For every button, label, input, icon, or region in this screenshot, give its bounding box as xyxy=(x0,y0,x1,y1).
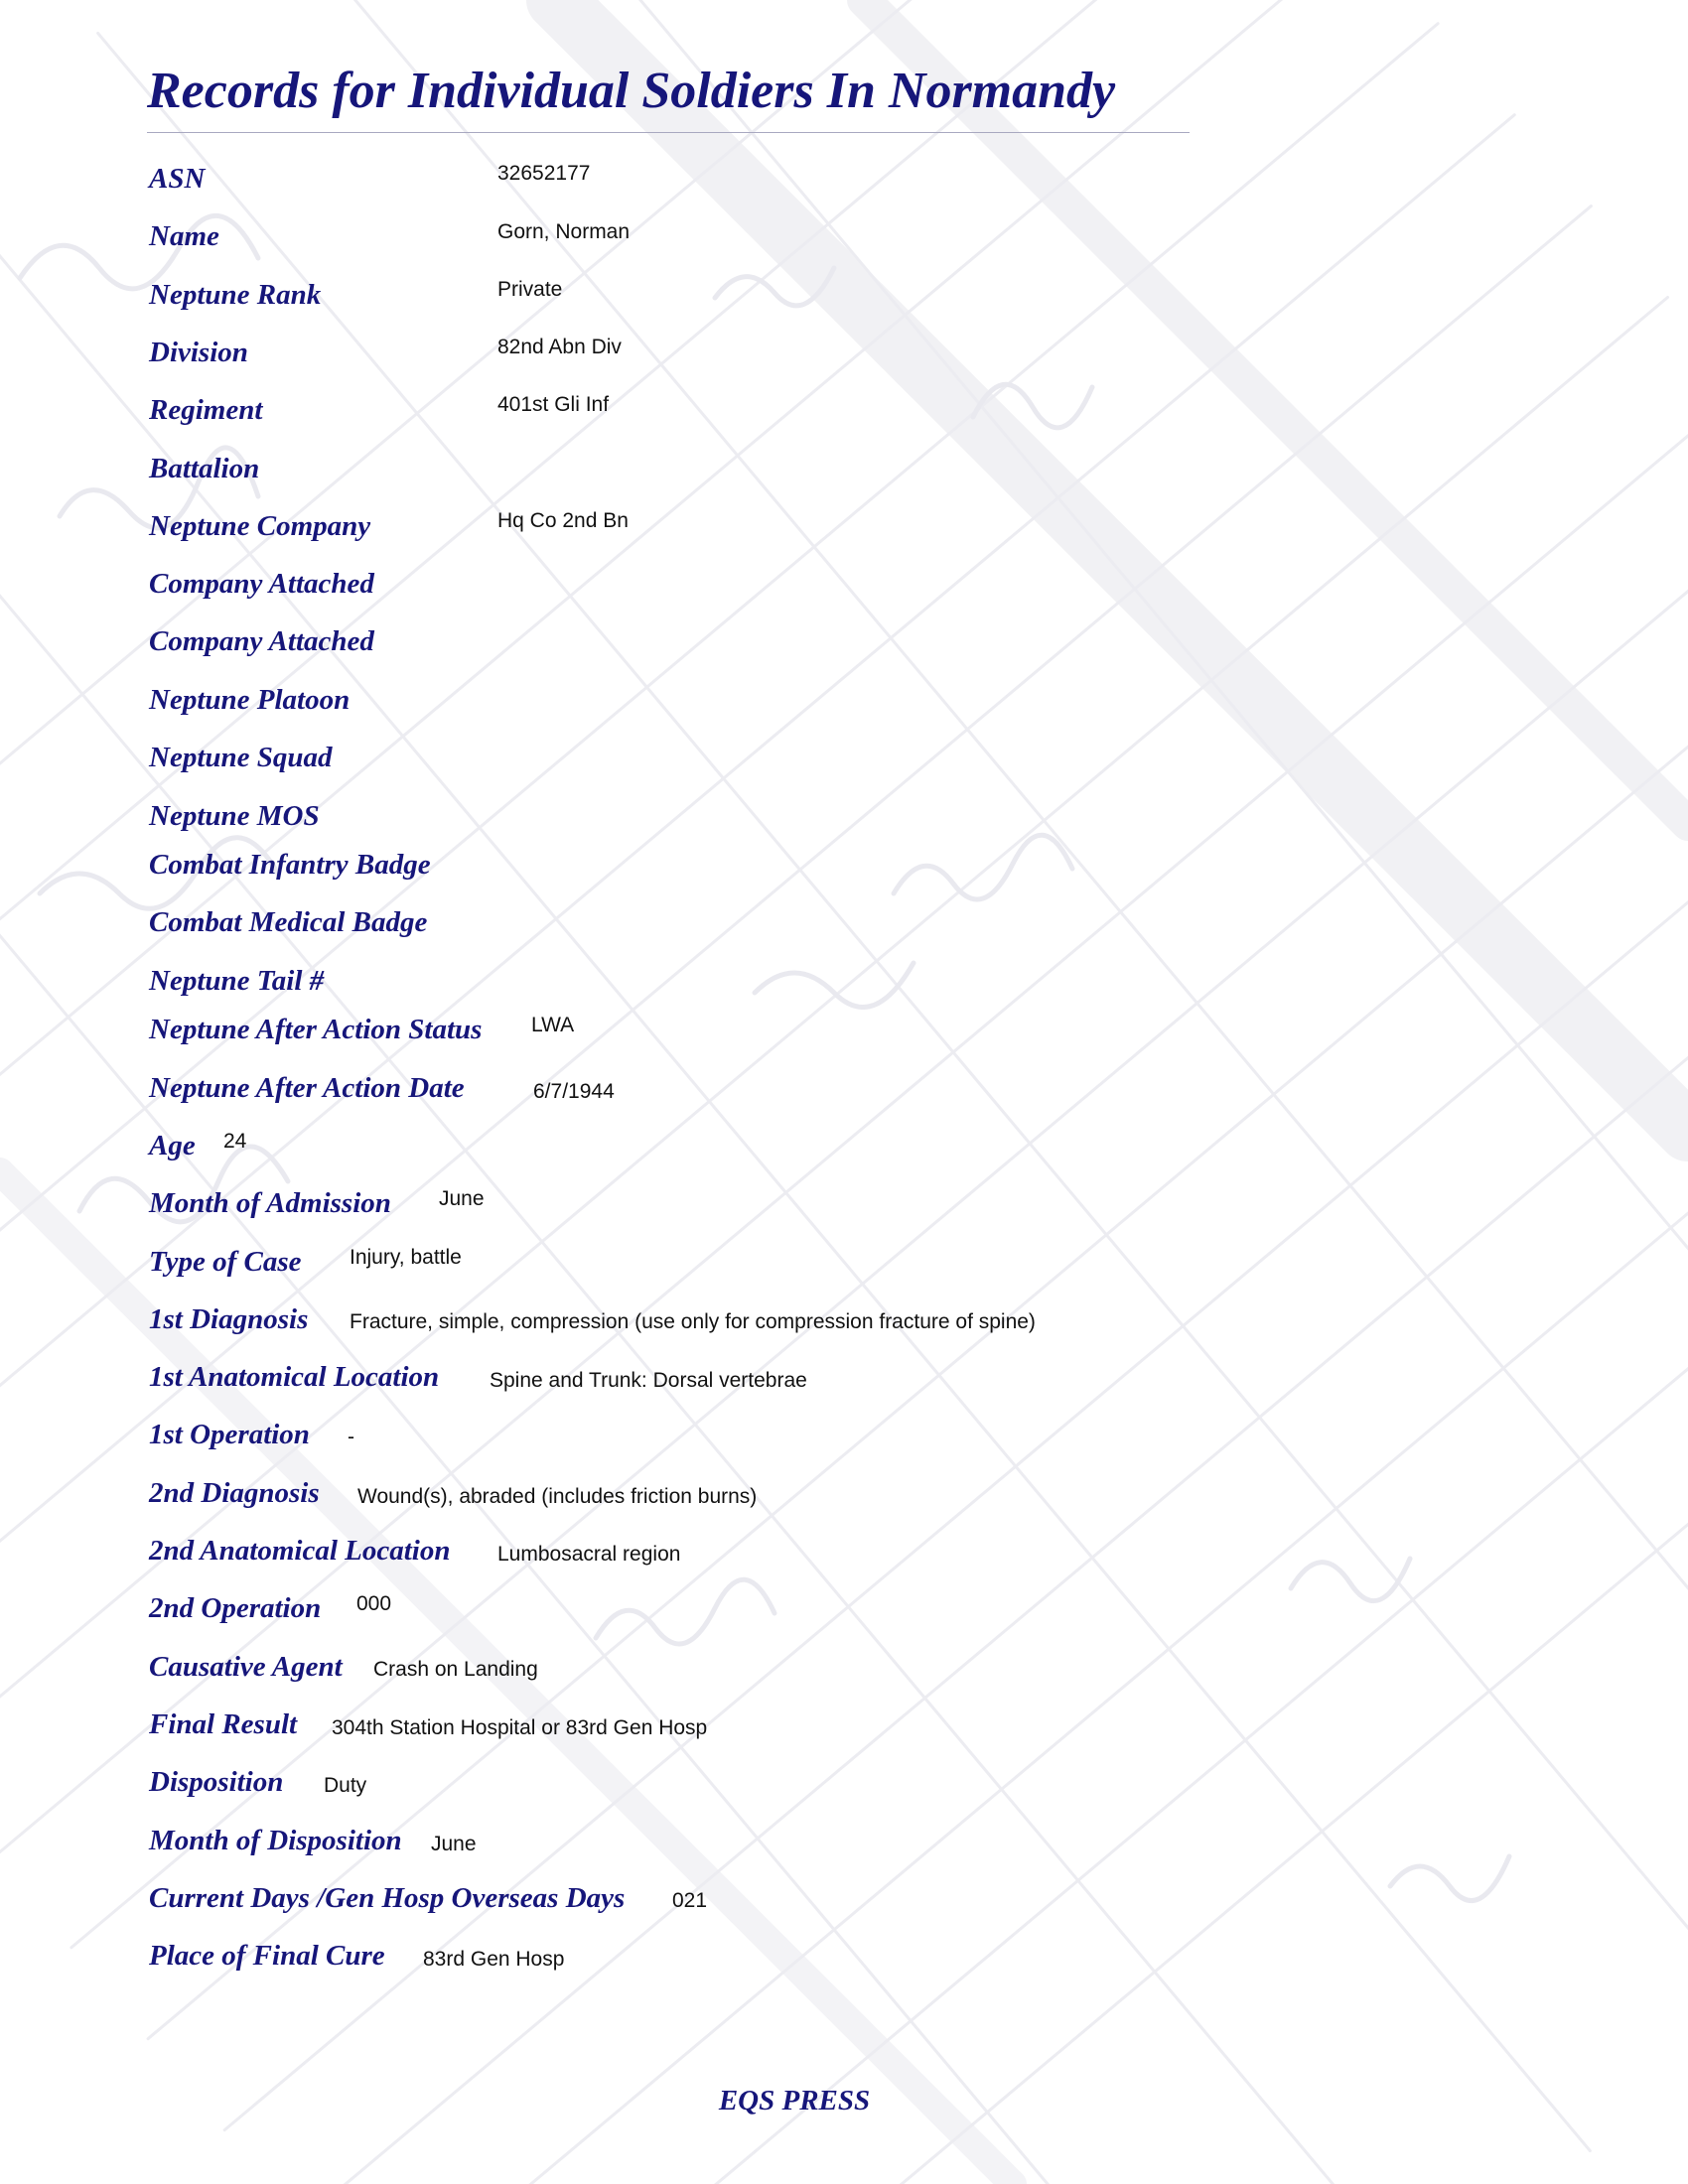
field-label-neptune-platoon: Neptune Platoon xyxy=(149,684,351,716)
publisher-footer: EQS PRESS xyxy=(718,2085,871,2116)
field-label-2nd-operation: 2nd Operation xyxy=(149,1592,322,1624)
field-value-causative-agent: Crash on Landing xyxy=(373,1658,538,1681)
field-label-division: Division xyxy=(149,337,248,368)
field-value-2nd-operation: 000 xyxy=(356,1592,392,1615)
field-label-neptune-squad: Neptune Squad xyxy=(149,742,333,773)
field-value-regiment: 401st Gli Inf xyxy=(497,393,610,416)
field-label-1st-operation: 1st Operation xyxy=(149,1419,310,1450)
field-label-neptune-company: Neptune Company xyxy=(149,510,371,542)
field-label-age: Age xyxy=(149,1130,196,1161)
field-label-final-result: Final Result xyxy=(149,1708,298,1740)
field-label-battalion: Battalion xyxy=(149,453,260,484)
field-value-month-of-disposition: June xyxy=(431,1833,477,1855)
field-label-causative-agent: Causative Agent xyxy=(149,1651,343,1683)
field-label-disposition: Disposition xyxy=(149,1766,284,1798)
page-title: Records for Individual Soldiers In Normandy xyxy=(147,63,1116,119)
field-value-1st-diagnosis: Fracture, simple, compression (use only for compression fracture of spine) xyxy=(350,1310,1036,1333)
field-label-asn: ASN xyxy=(149,163,206,195)
field-value-disposition: Duty xyxy=(324,1774,367,1797)
field-value-asn: 32652177 xyxy=(497,162,591,185)
field-value-month-of-admission: June xyxy=(439,1187,485,1210)
field-label-neptune-mos: Neptune MOS xyxy=(149,800,320,832)
field-label-month-of-disposition: Month of Disposition xyxy=(149,1825,402,1856)
field-label-1st-diagnosis: 1st Diagnosis xyxy=(149,1303,309,1335)
field-value-2nd-anatomical-location: Lumbosacral region xyxy=(497,1543,681,1566)
field-label-neptune-tail: Neptune Tail # xyxy=(149,965,325,997)
field-value-after-action-status: LWA xyxy=(531,1014,575,1036)
field-value-2nd-diagnosis: Wound(s), abraded (includes friction burns) xyxy=(357,1485,758,1508)
field-label-after-action-status: Neptune After Action Status xyxy=(149,1014,483,1045)
field-value-current-days: 021 xyxy=(672,1889,708,1912)
field-value-final-result: 304th Station Hospital or 83rd Gen Hosp xyxy=(332,1716,708,1739)
field-value-type-of-case: Injury, battle xyxy=(350,1246,462,1269)
field-label-type-of-case: Type of Case xyxy=(149,1246,302,1278)
field-value-after-action-date: 6/7/1944 xyxy=(533,1080,615,1103)
field-value-1st-anatomical-location: Spine and Trunk: Dorsal vertebrae xyxy=(490,1369,807,1392)
field-label-name: Name xyxy=(149,220,219,252)
field-value-name: Gorn, Norman xyxy=(497,220,631,243)
field-label-current-days: Current Days /Gen Hosp Overseas Days xyxy=(149,1882,626,1914)
field-label-2nd-diagnosis: 2nd Diagnosis xyxy=(149,1477,320,1509)
field-label-month-of-admission: Month of Admission xyxy=(149,1187,391,1219)
field-label-place-of-final-cure: Place of Final Cure xyxy=(149,1940,385,1972)
field-label-1st-anatomical-location: 1st Anatomical Location xyxy=(149,1361,440,1393)
field-label-combat-infantry-badge: Combat Infantry Badge xyxy=(149,849,431,881)
field-value-place-of-final-cure: 83rd Gen Hosp xyxy=(423,1948,565,1971)
field-value-division: 82nd Abn Div xyxy=(497,336,622,358)
field-value-age: 24 xyxy=(223,1130,247,1153)
field-label-combat-medical-badge: Combat Medical Badge xyxy=(149,906,428,938)
field-value-neptune-rank: Private xyxy=(497,278,563,301)
field-value-1st-operation: - xyxy=(348,1426,354,1448)
field-value-neptune-company: Hq Co 2nd Bn xyxy=(497,509,629,532)
field-label-neptune-rank: Neptune Rank xyxy=(149,279,322,311)
field-label-after-action-date: Neptune After Action Date xyxy=(149,1072,465,1104)
field-label-company-attached-2: Company Attached xyxy=(149,625,374,657)
field-label-regiment: Regiment xyxy=(149,394,263,426)
field-label-company-attached: Company Attached xyxy=(149,568,374,600)
field-label-2nd-anatomical-location: 2nd Anatomical Location xyxy=(149,1535,451,1567)
